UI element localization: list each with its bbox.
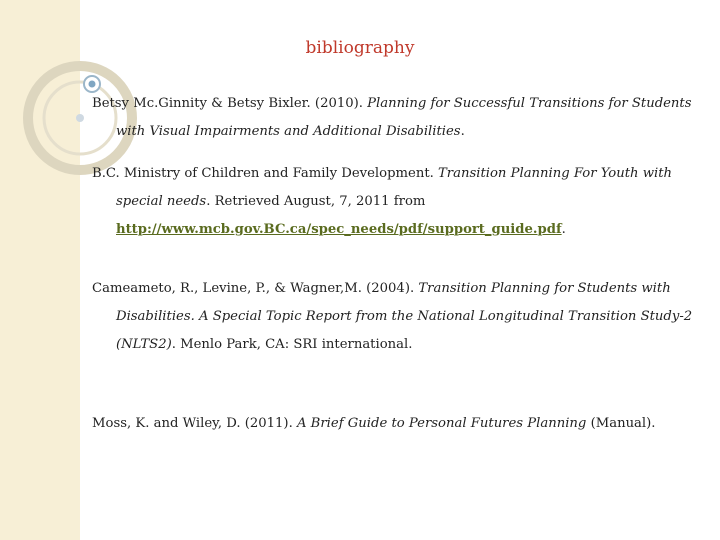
reference-title: A Brief Guide to Personal Futures Planning [296,416,587,431]
reference-line [92,303,692,331]
reference-title: Disabilities. A Special Topic Report from the National Longitudinal Transition Study-2 [116,309,693,324]
reference-item [92,160,672,244]
reference-line [92,275,692,303]
reference-url-link[interactable]: http://www.mcb.gov.BC.ca/spec_needs/pdf/support_guide.pdf [116,222,562,237]
reference-title: special needs [116,194,207,209]
reference-line: (NLTS2). Menlo Park, CA: SRI international. [116,337,413,352]
reference-title: (NLTS2) [116,337,172,352]
reference-author: Cameameto, R., Levine, P., & Wagner,M. (2004). [92,281,415,296]
reference-author: B.C. Ministry of Children and Family Development. [92,166,434,181]
page-title: bibliography [305,38,415,58]
reference-line: with Visual Impairments and Additional Disabilities. [116,124,465,139]
reference-line: Moss, K. and Wiley, D. (2011). A Brief Guide to Personal Futures Planning (Manual). [92,416,656,431]
reference-title: with Visual Impairments and Additional Disabilities [116,124,461,139]
reference-line: special needs. Retrieved August, 7, 2011 from [116,194,426,209]
reference-item [92,90,692,146]
reference-item [92,275,692,359]
reference-item [92,410,655,438]
reference-author: Moss, K. and Wiley, D. (2011). [92,416,293,431]
reference-title: Transition Planning for Students with [418,281,671,296]
reference-title: Transition Planning For Youth with [438,166,673,181]
reference-line: http://www.mcb.gov.BC.ca/spec_needs/pdf/support_guide.pdf. [116,222,566,237]
reference-author: Betsy Mc.Ginnity & Betsy Bixler. (2010). [92,96,363,111]
reference-line [92,160,672,188]
reference-line [92,90,692,118]
reference-title: Planning for Successful Transitions for Students [367,96,692,111]
